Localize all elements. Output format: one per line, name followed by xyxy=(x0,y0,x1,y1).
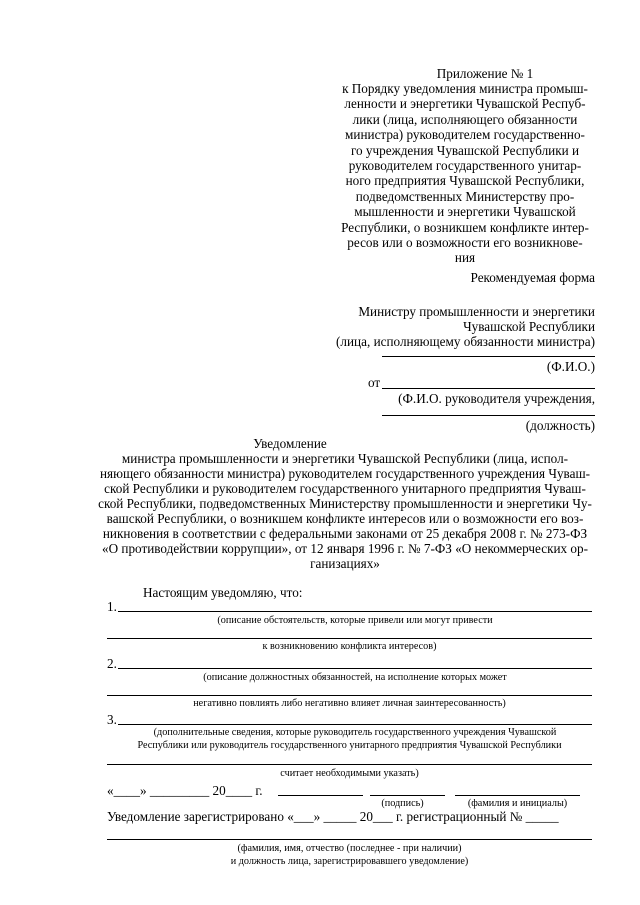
appendix-line: го учреждения Чувашской Республики и xyxy=(350,142,580,158)
item-3-field-line-2[interactable] xyxy=(107,764,592,765)
notice-line: никновения в соответствии с федеральными законами от 25 декабря 2008 г. № 273-ФЗ xyxy=(102,526,588,541)
item-1-number: 1. xyxy=(107,599,117,614)
date-extra-line[interactable] xyxy=(278,795,363,796)
fio-field-line[interactable] xyxy=(382,356,595,357)
from-field-line[interactable] xyxy=(382,388,595,389)
form-type-label: Рекомендуемая форма xyxy=(470,270,595,285)
registration-text: Уведомление зарегистрировано «___» _____ 20___ г. регистрационный № _____ xyxy=(107,809,559,824)
registrar-hint-2: и должность лица, зарегистрировавшего уведомление) xyxy=(230,856,469,867)
item-3-number: 3. xyxy=(107,712,117,727)
notice-line: ской Республики и руководителем государственного унитарного предприятия Чуваш- xyxy=(104,481,586,496)
position-label: (должность) xyxy=(525,418,595,433)
item-2-hint-1: (описание должностных обязанностей, на исполнение которых может xyxy=(203,672,507,683)
addressee-line-1: Министру промышленности и энергетики xyxy=(358,304,595,319)
appendix-line: Республики, о возникшем конфликте интер- xyxy=(341,219,589,235)
name-field-line[interactable] xyxy=(455,795,580,796)
appendix-line: лики (лица, исполняющего обязанности xyxy=(352,111,578,127)
signature-label: (подпись) xyxy=(381,798,424,809)
notice-line: «О противодействии коррупции», от 12 января 1996 г. № 7-ФЗ «О некоммерческих ор- xyxy=(101,541,589,556)
item-2-hint-2: негативно повлиять либо негативно влияет личная заинтересованность) xyxy=(193,698,506,709)
head-fio-label: (Ф.И.О. руководителя учреждения, xyxy=(398,391,595,406)
item-1-hint-2: к возникновению конфликта интересов) xyxy=(262,641,437,652)
notice-line: министра промышленности и энергетики Чувашской Республики (лица, испол- xyxy=(121,451,569,466)
from-label: от xyxy=(368,375,381,390)
notice-line: вашской Республики, о возникшем конфликте интересов или о возможности его воз- xyxy=(106,511,584,526)
fio-label: (Ф.И.О.) xyxy=(546,359,595,374)
name-label: (фамилия и инициалы) xyxy=(467,798,568,809)
appendix-line: ресов или о возможности его возникнове- xyxy=(347,235,583,251)
item-2-field-line-2[interactable] xyxy=(107,695,592,696)
signature-field-line[interactable] xyxy=(370,795,445,796)
appendix-line: министра) руководителем государственно- xyxy=(345,127,585,143)
addressee-line-3: (лица, исполняющему обязанности министра) xyxy=(336,334,595,349)
appendix-line: руководителем государственного унитар- xyxy=(348,158,582,174)
item-1-field-line-2[interactable] xyxy=(107,638,592,639)
item-3-hint-2: Республики или руководитель государственного унитарного предприятия Чувашской Республики xyxy=(137,740,562,751)
notice-title: Уведомление xyxy=(253,436,327,451)
appendix-line: ного предприятия Чувашской Республики, xyxy=(345,173,585,189)
appendix-line: мышленности и энергетики Чувашской xyxy=(354,204,576,220)
item-2-number: 2. xyxy=(107,656,117,671)
intro-text: Настоящим уведомляю, что: xyxy=(143,585,303,600)
notice-line: няющего обязанности министра) руководителем государственного учреждения Чуваш- xyxy=(100,466,590,481)
registrar-hint-1: (фамилия, имя, отчество (последнее - при наличии) xyxy=(237,843,462,854)
item-3-field-line[interactable] xyxy=(118,724,592,725)
appendix-line: ленности и энергетики Чувашской Респуб- xyxy=(344,96,586,112)
item-3-hint-1: (дополнительные сведения, которые руководитель государственного учреждения Чувашской xyxy=(153,727,557,738)
appendix-line: подведомственных Министерству про- xyxy=(355,188,575,204)
item-1-hint-1: (описание обстоятельств, которые привели или могут привести xyxy=(217,615,493,626)
notice-line: ганизациях» xyxy=(310,556,380,571)
appendix-text xyxy=(330,81,600,266)
appendix-title: Приложение № 1 xyxy=(436,66,534,81)
item-3-hint-3: считает необходимыми указать) xyxy=(280,768,419,779)
appendix-line: ния xyxy=(454,250,476,266)
addressee-line-2: Чувашской Республики xyxy=(463,319,595,334)
appendix-line: к Порядку уведомления министра промыш- xyxy=(342,81,588,96)
item-2-field-line[interactable] xyxy=(118,668,592,669)
notice-line: ской Республики, подведомственных Министерству промышленности и энергетики Чу- xyxy=(98,496,592,511)
registrar-field-line[interactable] xyxy=(107,839,592,840)
signature-date: «____» _________ 20____ г. xyxy=(107,783,263,798)
item-1-field-line[interactable] xyxy=(118,611,592,612)
position-field-line[interactable] xyxy=(382,415,595,416)
